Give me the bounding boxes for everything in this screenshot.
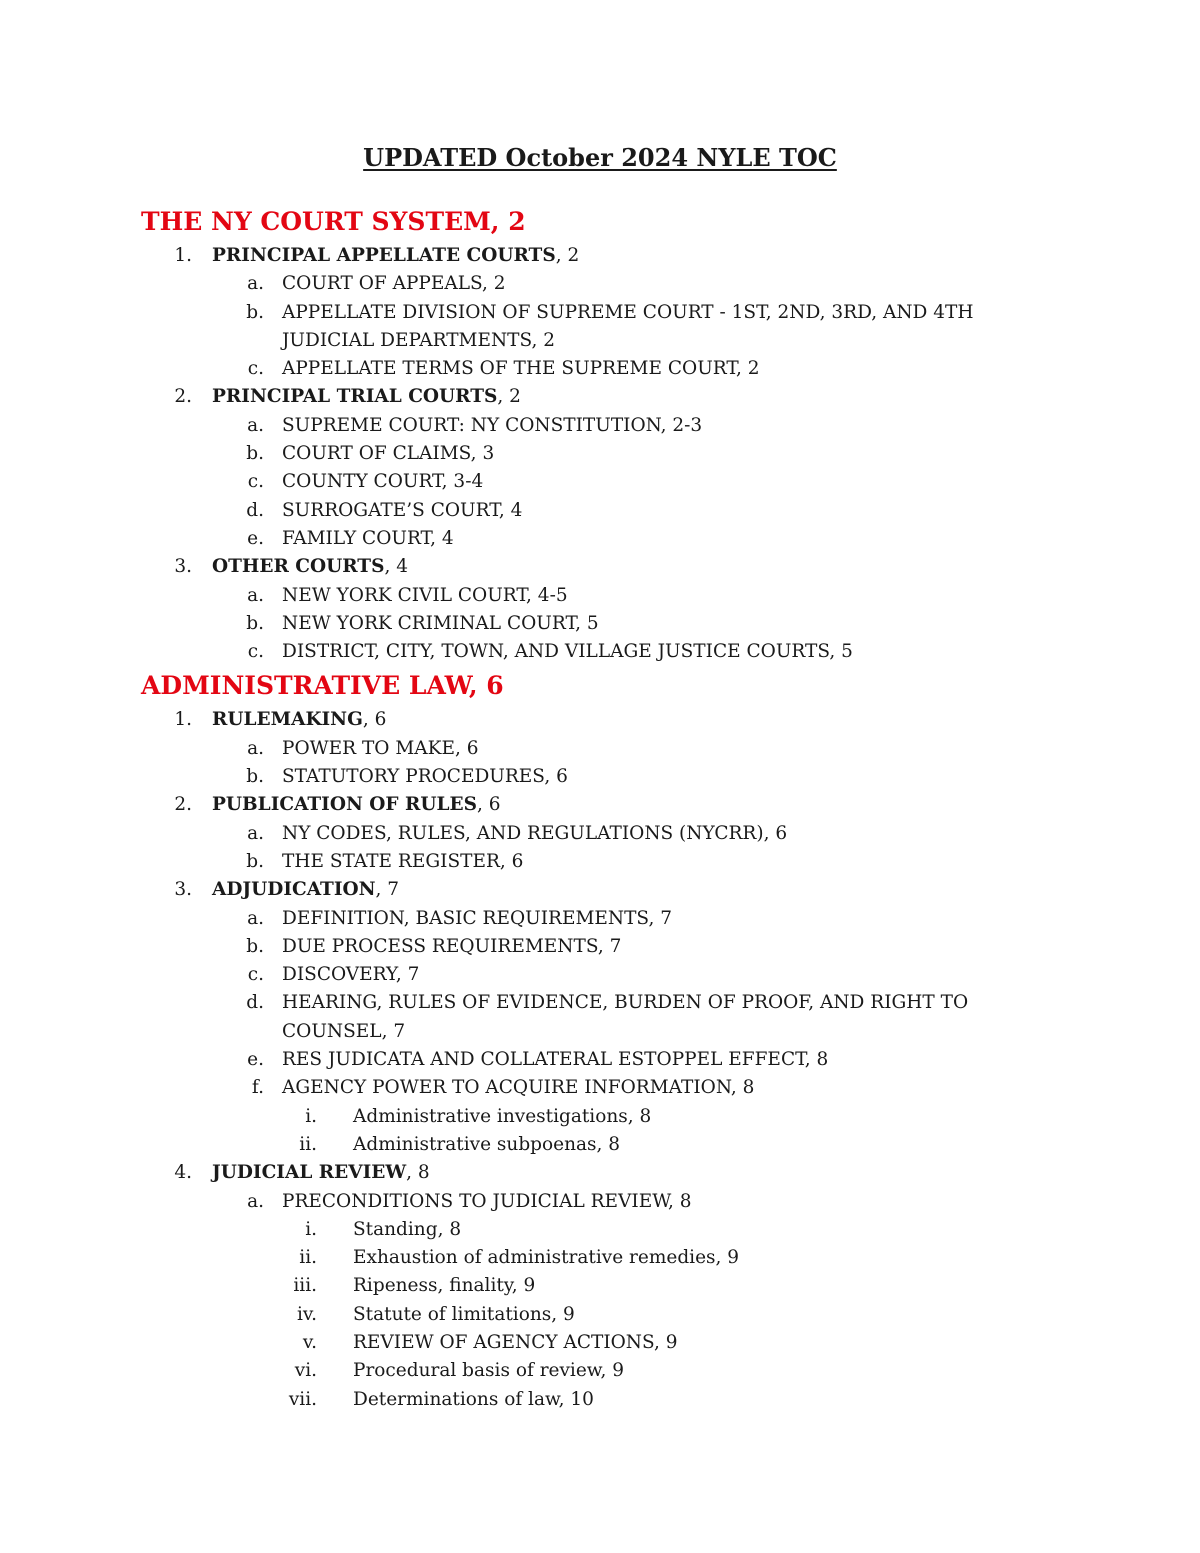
subsubtopic-numeral: i. bbox=[305, 1218, 317, 1240]
topic-title: RULEMAKING bbox=[212, 709, 363, 731]
toc-entry-l2 wrap bbox=[0, 299, 1200, 356]
subtopic-letter: b. bbox=[246, 935, 264, 957]
toc-entry-l2 bbox=[0, 355, 1200, 383]
topic-number: 2. bbox=[174, 794, 192, 816]
topic-text bbox=[0, 879, 399, 900]
toc-entry-l2 bbox=[0, 1046, 1200, 1074]
topic-page: , 8 bbox=[406, 1162, 430, 1184]
topic-text bbox=[0, 794, 501, 815]
subtopic-letter: a. bbox=[247, 1190, 264, 1212]
toc-entry-l3 bbox=[0, 1301, 1200, 1329]
topic-text bbox=[0, 386, 521, 407]
toc-entry-l2 bbox=[0, 820, 1200, 848]
subtopic-text: NY CODES, RULES, AND REGULATIONS (NYCRR), 6 bbox=[282, 822, 788, 844]
toc-entry-l2 bbox=[0, 270, 1200, 298]
subtopic-letter: c. bbox=[247, 964, 264, 986]
toc-entry-l2 bbox=[0, 468, 1200, 496]
subtopic-text: DISTRICT, CITY, TOWN, AND VILLAGE JUSTICE COURTS, 5 bbox=[282, 641, 853, 663]
toc-entry-l2 bbox=[0, 1188, 1200, 1216]
subtopic-letter: b. bbox=[246, 301, 264, 323]
toc-entry-l1 bbox=[0, 876, 1200, 904]
subtopic-letter: a. bbox=[247, 584, 264, 606]
subsubtopic-numeral: iii. bbox=[293, 1275, 317, 1297]
toc-entry-l2 bbox=[0, 582, 1200, 610]
topic-number: 3. bbox=[174, 556, 192, 578]
topic-page: , 6 bbox=[362, 709, 387, 731]
toc-entry-l2 bbox=[0, 412, 1200, 440]
toc-entry-l2 bbox=[0, 1074, 1200, 1102]
subtopic-text: NEW YORK CIVIL COURT, 4-5 bbox=[282, 584, 568, 606]
topic-number: 3. bbox=[174, 879, 192, 901]
topic-page: , 6 bbox=[476, 794, 501, 816]
subtopic-text: APPELLATE DIVISION OF SUPREME COURT - 1ST, 2ND, 3RD, AND 4TH JUDICIAL DEPARTMENTS, 2 bbox=[282, 301, 974, 351]
toc-entry-l3 bbox=[0, 1329, 1200, 1357]
subtopic-letter: a. bbox=[247, 273, 264, 295]
subsubtopic-text: Determinations of law, 10 bbox=[353, 1388, 594, 1410]
toc-entry-l2 bbox=[0, 735, 1200, 763]
toc-entry-l1 bbox=[0, 1159, 1200, 1187]
topic-text bbox=[0, 1162, 430, 1183]
subsubtopic-text: REVIEW OF AGENCY ACTIONS, 9 bbox=[353, 1331, 678, 1353]
toc-entry-l3 bbox=[0, 1244, 1200, 1272]
topic-page: , 2 bbox=[555, 245, 580, 266]
toc-entry-l3 bbox=[0, 1357, 1200, 1385]
toc-entry-l3 bbox=[0, 1386, 1200, 1414]
topic-page: , 4 bbox=[384, 556, 408, 578]
section-heading: THE NY COURT SYSTEM, 2 bbox=[141, 207, 526, 236]
toc-entry-l2 wrap bbox=[0, 989, 1200, 1046]
subtopic-letter: a. bbox=[247, 737, 264, 759]
toc-entry-l3 bbox=[0, 1103, 1200, 1131]
toc-entry-l1 bbox=[0, 791, 1200, 819]
subsubtopic-text: Exhaustion of administrative remedies, 9 bbox=[353, 1247, 740, 1269]
subtopic-text: AGENCY POWER TO ACQUIRE INFORMATION, 8 bbox=[282, 1077, 755, 1099]
topic-number: 1. bbox=[174, 245, 192, 266]
toc-entry-l3 bbox=[0, 1272, 1200, 1300]
subtopic-text: DEFINITION, BASIC REQUIREMENTS, 7 bbox=[282, 907, 672, 929]
subtopic-text: PRECONDITIONS TO JUDICIAL REVIEW, 8 bbox=[282, 1190, 692, 1212]
toc-entry-l2 bbox=[0, 933, 1200, 961]
topic-text bbox=[0, 556, 408, 577]
subsubtopic-numeral: vi. bbox=[294, 1360, 317, 1382]
topic-number: 1. bbox=[174, 709, 192, 731]
topic-title: PRINCIPAL TRIAL COURTS bbox=[212, 386, 498, 408]
subsubtopic-numeral: vii. bbox=[288, 1388, 317, 1410]
subtopic-letter: f. bbox=[251, 1077, 264, 1099]
subtopic-text: POWER TO MAKE, 6 bbox=[282, 737, 479, 759]
topic-number: 4. bbox=[174, 1162, 192, 1184]
subtopic-letter: e. bbox=[247, 527, 264, 549]
subtopic-text: FAMILY COURT, 4 bbox=[282, 527, 454, 549]
subsubtopic-text: Standing, 8 bbox=[353, 1218, 462, 1240]
subtopic-letter: b. bbox=[246, 443, 264, 465]
subtopic-text: COURT OF APPEALS, 2 bbox=[282, 273, 506, 295]
toc-entry-l2 bbox=[0, 961, 1200, 989]
subsubtopic-text: Procedural basis of review, 9 bbox=[353, 1360, 624, 1382]
toc-entry-l2 bbox=[0, 638, 1200, 666]
subtopic-letter: d. bbox=[246, 992, 264, 1014]
toc-entry-l2 bbox=[0, 848, 1200, 876]
topic-text bbox=[0, 709, 386, 730]
subsubtopic-numeral: ii. bbox=[299, 1133, 317, 1155]
topic-text bbox=[0, 245, 579, 266]
toc-entry-l2 bbox=[0, 497, 1200, 525]
subsubtopic-numeral: v. bbox=[302, 1331, 317, 1353]
toc-entry-l1 bbox=[0, 706, 1200, 734]
subtopic-text: SURROGATE’S COURT, 4 bbox=[282, 499, 523, 521]
topic-page: , 7 bbox=[375, 879, 400, 901]
subtopic-letter: c. bbox=[247, 358, 264, 380]
toc-entry-l3 bbox=[0, 1131, 1200, 1159]
subtopic-letter: b. bbox=[246, 850, 264, 872]
topic-title: JUDICIAL REVIEW bbox=[212, 1162, 407, 1184]
toc-entry-l2 bbox=[0, 440, 1200, 468]
topic-title: OTHER COURTS bbox=[212, 556, 385, 578]
subtopic-letter: a. bbox=[247, 414, 264, 436]
topic-number: 2. bbox=[174, 386, 192, 408]
toc-entry-l2 bbox=[0, 763, 1200, 791]
subsubtopic-numeral: i. bbox=[305, 1105, 317, 1127]
topic-title: ADJUDICATION bbox=[212, 879, 376, 901]
toc-entry-l1 bbox=[0, 553, 1200, 581]
subtopic-text: COUNTY COURT, 3-4 bbox=[282, 471, 484, 493]
toc-entry-l2 bbox=[0, 905, 1200, 933]
toc-entry-l2 bbox=[0, 610, 1200, 638]
subtopic-letter: a. bbox=[247, 907, 264, 929]
topic-title: PRINCIPAL APPELLATE COURTS bbox=[212, 245, 556, 266]
subtopic-letter: c. bbox=[247, 641, 264, 663]
subtopic-letter: d. bbox=[246, 499, 264, 521]
subtopic-text: APPELLATE TERMS OF THE SUPREME COURT, 2 bbox=[282, 358, 760, 380]
topic-page: , 2 bbox=[497, 386, 521, 408]
subtopic-text: RES JUDICATA AND COLLATERAL ESTOPPEL EFFECT, 8 bbox=[282, 1049, 829, 1071]
section-heading: ADMINISTRATIVE LAW, 6 bbox=[141, 671, 504, 701]
subtopic-text: DUE PROCESS REQUIREMENTS, 7 bbox=[282, 935, 622, 957]
subsubtopic-text: Ripeness, finality, 9 bbox=[353, 1275, 536, 1297]
toc-entry-l1 bbox=[0, 383, 1200, 411]
toc-entry-l3 bbox=[0, 1216, 1200, 1244]
subsubtopic-text: Administrative subpoenas, 8 bbox=[353, 1133, 621, 1155]
subtopic-text: DISCOVERY, 7 bbox=[282, 964, 420, 986]
subtopic-letter: b. bbox=[246, 612, 264, 634]
topic-title: PUBLICATION OF RULES bbox=[212, 794, 477, 816]
subsubtopic-numeral: iv. bbox=[296, 1303, 317, 1325]
subtopic-text: HEARING, RULES OF EVIDENCE, BURDEN OF PROOF, AND RIGHT TO COUNSEL, 7 bbox=[282, 992, 969, 1042]
table-of-contents bbox=[0, 202, 1200, 1414]
subtopic-text: COURT OF CLAIMS, 3 bbox=[282, 443, 495, 465]
page-title: UPDATED October 2024 NYLE TOC bbox=[363, 143, 837, 172]
subtopic-text: SUPREME COURT: NY CONSTITUTION, 2-3 bbox=[282, 414, 703, 436]
toc-entry-l2 bbox=[0, 525, 1200, 553]
subtopic-text: THE STATE REGISTER, 6 bbox=[282, 850, 524, 872]
subtopic-letter: c. bbox=[247, 471, 264, 493]
subtopic-letter: b. bbox=[246, 766, 264, 788]
subtopic-letter: e. bbox=[247, 1049, 264, 1071]
subtopic-text: NEW YORK CRIMINAL COURT, 5 bbox=[282, 612, 599, 634]
subsubtopic-text: Statute of limitations, 9 bbox=[353, 1303, 575, 1325]
subsubtopic-text: Administrative investigations, 8 bbox=[353, 1105, 652, 1127]
subtopic-text: STATUTORY PROCEDURES, 6 bbox=[282, 766, 568, 788]
subsubtopic-numeral: ii. bbox=[299, 1247, 317, 1269]
subtopic-letter: a. bbox=[247, 822, 264, 844]
toc-entry-l1 bbox=[0, 242, 1200, 270]
